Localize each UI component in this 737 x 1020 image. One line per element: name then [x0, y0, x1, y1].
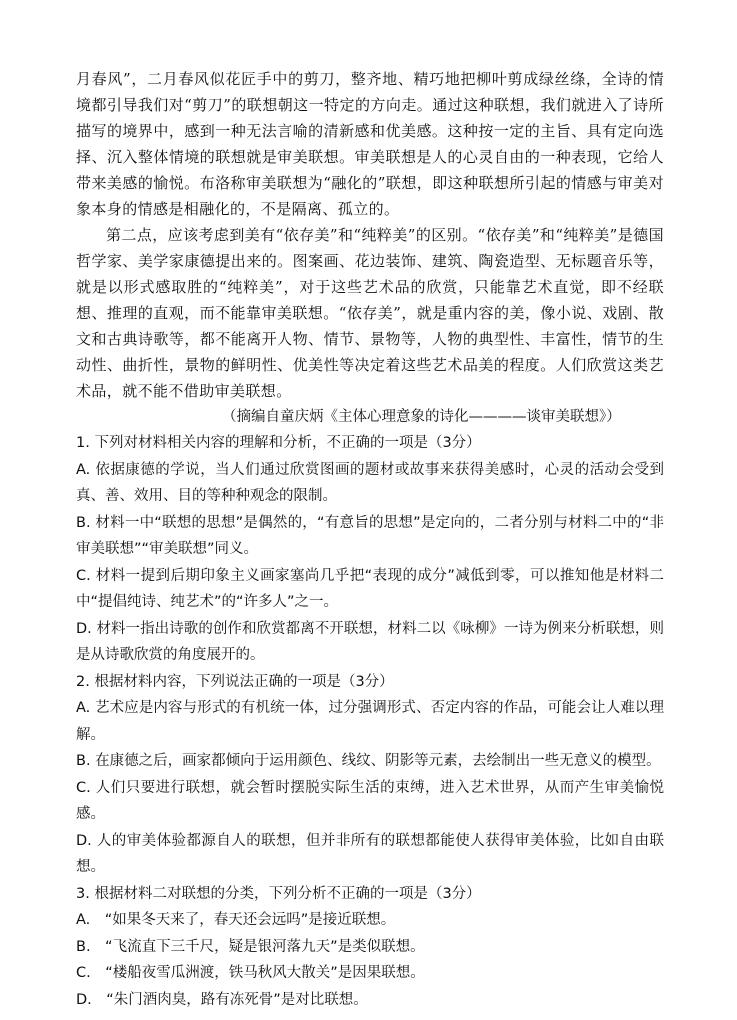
question-2 [76, 669, 664, 881]
question-stem: 1. 下列对材料相关内容的理解和分析，不正确的一项是（3分） [76, 435, 481, 451]
option-d: D. 材料一指出诗歌的创作和欣赏都离不开联想，材料二以《咏柳》一诗为例来分析联想，则是从诗歌欣赏的角度展开的。 [76, 620, 664, 663]
source-citation: （摘编自童庆炳《主体心理意象的诗化————谈审美联想》） [222, 409, 621, 425]
option-a: A. 依据康德的学说，当人们通过欣赏图画的题材或故事来获得美感时，心灵的活动会受到真、善、效用、目的等种种观念的限制。 [76, 461, 664, 504]
question-3 [76, 881, 664, 1014]
passage-paragraph: 第二点，应该考虑到美有“依存美”和“纯粹美”的区别。“依存美”和“纯粹美”是德国哲学家、美学家康德提出来的。图案画、花边装饰、建筑、陶瓷造型、无标题音乐等，就是以形式感取胜的“纯粹美”，对于这些艺术品的欣赏，只能靠艺术直觉，即不经联想、推理的直观，而不能靠审美联想。“依存美”，就是重内容的美，像小说、戏剧、散文和古典诗歌等，都不能离开人物、情节、景物等，人物的典型性、丰富性，情节的生动性、曲折性，景物的鲜明性、优美性等决定着这些艺术品美的程度。人们欣赏这类艺术品，就不能不借助审美联想。 [76, 226, 664, 400]
option-d: D. 人的审美体验都源自人的联想，但并非所有的联想都能使人获得审美体验，比如自由联想。 [76, 832, 664, 875]
question-stem: 2. 根据材料内容，下列说法正确的一项是（3分） [76, 673, 394, 690]
option-b: B. “飞流直下三千尺，疑是银河落九天”是类似联想。 [76, 938, 425, 955]
option-d: D. “朱门酒肉臭，路有冻死骨”是对比联想。 [76, 991, 368, 1008]
option-c: C. 材料一提到后期印象主义画家塞尚几乎把“表现的成分”减低到零，可以推知他是材料二中“提倡纯诗、纯艺术”的“许多人”之一。 [76, 567, 664, 610]
option-c: C. 人们只要进行联想，就会暂时摆脱实际生活的束缚，进入艺术世界，从而产生审美愉悦感。 [76, 779, 664, 822]
question-1 [76, 430, 664, 669]
option-c: C. “楼船夜雪瓜洲渡，铁马秋风大散关”是因果联想。 [76, 965, 425, 981]
option-a: A. 艺术应是内容与形式的有机统一体，过分强调形式、否定内容的作品，可能会让人难以理解。 [76, 700, 664, 743]
passage-paragraph: 月春风”，二月春风似花匠手中的剪刀，整齐地、精巧地把柳叶剪成绿丝绦，全诗的情境都引导我们对“剪刀”的联想朝这一特定的方向走。通过这种联想，我们就进入了诗所描写的境界中，感到一种无法言喻的清新感和优美感。这种按一定的主旨、具有定向选择、沉入整体情境的联想就是审美联想。审美联想是人的心灵自由的一种表现，它给人带来美感的愉悦。布洛称审美联想为“融化的”联想，即这种联想所引起的情感与审美对象本身的情感是相融化的，不是隔离、孤立的。 [76, 70, 664, 218]
option-b: B. 材料一中“联想的思想”是偶然的，“有意旨的思想”是定向的，二者分别与材料二中的“非审美联想”“审美联想”同义。 [76, 514, 664, 557]
question-stem: 3. 根据材料二对联想的分类，下列分析不正确的一项是（3分） [76, 885, 481, 902]
option-a: A. “如果冬天来了，春天还会远吗”是接近联想。 [76, 912, 396, 928]
option-b: B. 在康德之后，画家都倾向于运用颜色、线纹、阴影等元素，去绘制出一些无意义的模型。 [76, 753, 661, 769]
document-page [76, 66, 664, 1013]
